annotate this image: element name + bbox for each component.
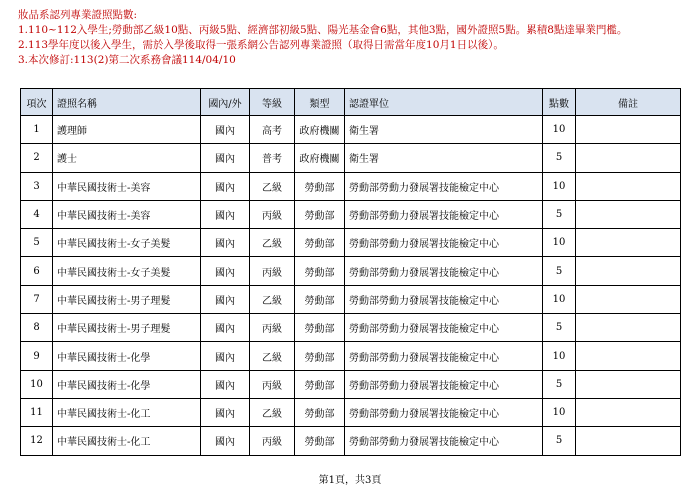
row-level: 乙級 <box>250 285 295 313</box>
heading-line: 1.110~112入學生;勞動部乙級10點、丙級5點、經濟部初級5點、陽光基金會6點，其他3點，國外證照5點。累積8點達畢業門檻。 <box>18 24 628 36</box>
row-region: 國內 <box>201 257 250 285</box>
table-row <box>21 116 681 144</box>
row-points: 10 <box>543 398 576 426</box>
row-note <box>576 285 681 313</box>
row-name: 中華民國技術士-女子美髮 <box>53 257 201 285</box>
row-issuer: 勞動部勞動力發展署技能檢定中心 <box>345 342 543 370</box>
row-level: 丙級 <box>250 200 295 228</box>
header-issuer: 認證單位 <box>345 89 543 116</box>
heading-notes <box>18 8 690 68</box>
row-region: 國內 <box>201 144 250 172</box>
row-type: 勞動部 <box>295 285 345 313</box>
row-points: 5 <box>543 200 576 228</box>
row-type: 政府機關 <box>295 116 345 144</box>
row-note <box>576 172 681 200</box>
row-points: 10 <box>543 229 576 257</box>
header-region: 國內/外 <box>201 89 250 116</box>
row-issuer: 勞動部勞動力發展署技能檢定中心 <box>345 200 543 228</box>
row-name: 中華民國技術士-化工 <box>53 398 201 426</box>
table-row <box>21 427 681 455</box>
row-name: 中華民國技術士-女子美髮 <box>53 229 201 257</box>
row-points: 5 <box>543 314 576 342</box>
row-points: 10 <box>543 116 576 144</box>
row-level: 丙級 <box>250 370 295 398</box>
row-no: 9 <box>21 342 53 370</box>
heading-line: 2.113學年度以後入學生，需於入學後取得一張系網公告認列專業證照（取得日需當年度10月1日以後）。 <box>18 39 504 51</box>
row-type: 勞動部 <box>295 172 345 200</box>
row-name: 中華民國技術士-男子理髮 <box>53 314 201 342</box>
row-level: 乙級 <box>250 229 295 257</box>
row-no: 7 <box>21 285 53 313</box>
table-row <box>21 314 681 342</box>
row-points: 10 <box>543 285 576 313</box>
row-issuer: 勞動部勞動力發展署技能檢定中心 <box>345 229 543 257</box>
row-type: 勞動部 <box>295 398 345 426</box>
table-row <box>21 257 681 285</box>
row-issuer: 勞動部勞動力發展署技能檢定中心 <box>345 314 543 342</box>
header-name: 證照名稱 <box>53 89 201 116</box>
row-issuer: 衛生署 <box>345 144 543 172</box>
row-region: 國內 <box>201 398 250 426</box>
row-note <box>576 200 681 228</box>
row-no: 12 <box>21 427 53 455</box>
row-name: 中華民國技術士-男子理髮 <box>53 285 201 313</box>
row-name: 中華民國技術士-化學 <box>53 342 201 370</box>
row-note <box>576 116 681 144</box>
row-type: 勞動部 <box>295 257 345 285</box>
row-note <box>576 427 681 455</box>
table-row <box>21 342 681 370</box>
row-points: 5 <box>543 427 576 455</box>
row-no: 5 <box>21 229 53 257</box>
header-points: 點數 <box>543 89 576 116</box>
row-type: 勞動部 <box>295 200 345 228</box>
row-issuer: 勞動部勞動力發展署技能檢定中心 <box>345 370 543 398</box>
header-no: 項次 <box>21 89 53 116</box>
row-note <box>576 144 681 172</box>
row-no: 8 <box>21 314 53 342</box>
row-level: 丙級 <box>250 314 295 342</box>
row-no: 6 <box>21 257 53 285</box>
row-issuer: 勞動部勞動力發展署技能檢定中心 <box>345 257 543 285</box>
row-name: 中華民國技術士-化工 <box>53 427 201 455</box>
table-row <box>21 398 681 426</box>
row-level: 普考 <box>250 144 295 172</box>
row-name: 中華民國技術士-美容 <box>53 172 201 200</box>
row-level: 高考 <box>250 116 295 144</box>
row-region: 國內 <box>201 229 250 257</box>
row-level: 乙級 <box>250 398 295 426</box>
row-note <box>576 257 681 285</box>
row-issuer: 勞動部勞動力發展署技能檢定中心 <box>345 398 543 426</box>
row-points: 5 <box>543 144 576 172</box>
row-type: 勞動部 <box>295 370 345 398</box>
table-row <box>21 229 681 257</box>
table-row <box>21 172 681 200</box>
certificate-table <box>20 88 681 456</box>
row-region: 國內 <box>201 200 250 228</box>
heading-line: 3.本次修訂:113(2)第二次系務會議114/04/10 <box>18 54 236 66</box>
row-region: 國內 <box>201 370 250 398</box>
row-issuer: 勞動部勞動力發展署技能檢定中心 <box>345 285 543 313</box>
row-type: 勞動部 <box>295 229 345 257</box>
row-no: 4 <box>21 200 53 228</box>
row-type: 政府機關 <box>295 144 345 172</box>
table-header-row <box>21 89 681 116</box>
row-note <box>576 229 681 257</box>
row-type: 勞動部 <box>295 314 345 342</box>
row-level: 乙級 <box>250 342 295 370</box>
row-points: 10 <box>543 342 576 370</box>
row-no: 3 <box>21 172 53 200</box>
table-body <box>21 116 681 456</box>
table-row <box>21 200 681 228</box>
row-issuer: 勞動部勞動力發展署技能檢定中心 <box>345 172 543 200</box>
header-level: 等級 <box>250 89 295 116</box>
table-row <box>21 144 681 172</box>
row-level: 丙級 <box>250 257 295 285</box>
row-name: 中華民國技術士-美容 <box>53 200 201 228</box>
page-footer: 第1頁，共3頁 <box>318 475 382 486</box>
row-note <box>576 370 681 398</box>
row-name: 護理師 <box>53 116 201 144</box>
header-note: 備註 <box>576 89 681 116</box>
row-region: 國內 <box>201 314 250 342</box>
row-type: 勞動部 <box>295 342 345 370</box>
row-points: 10 <box>543 172 576 200</box>
row-name: 護士 <box>53 144 201 172</box>
header-type: 類型 <box>295 89 345 116</box>
heading-line: 妝品系認列專業證照點數: <box>18 9 138 21</box>
row-region: 國內 <box>201 427 250 455</box>
table-row <box>21 370 681 398</box>
row-region: 國內 <box>201 285 250 313</box>
row-note <box>576 398 681 426</box>
row-issuer: 勞動部勞動力發展署技能檢定中心 <box>345 427 543 455</box>
row-no: 2 <box>21 144 53 172</box>
row-points: 5 <box>543 257 576 285</box>
table-row <box>21 285 681 313</box>
row-no: 1 <box>21 116 53 144</box>
row-region: 國內 <box>201 172 250 200</box>
row-level: 乙級 <box>250 172 295 200</box>
row-issuer: 衛生署 <box>345 116 543 144</box>
row-points: 5 <box>543 370 576 398</box>
row-region: 國內 <box>201 116 250 144</box>
row-no: 10 <box>21 370 53 398</box>
row-name: 中華民國技術士-化學 <box>53 370 201 398</box>
row-type: 勞動部 <box>295 427 345 455</box>
row-note <box>576 314 681 342</box>
row-no: 11 <box>21 398 53 426</box>
row-level: 丙級 <box>250 427 295 455</box>
row-note <box>576 342 681 370</box>
row-region: 國內 <box>201 342 250 370</box>
